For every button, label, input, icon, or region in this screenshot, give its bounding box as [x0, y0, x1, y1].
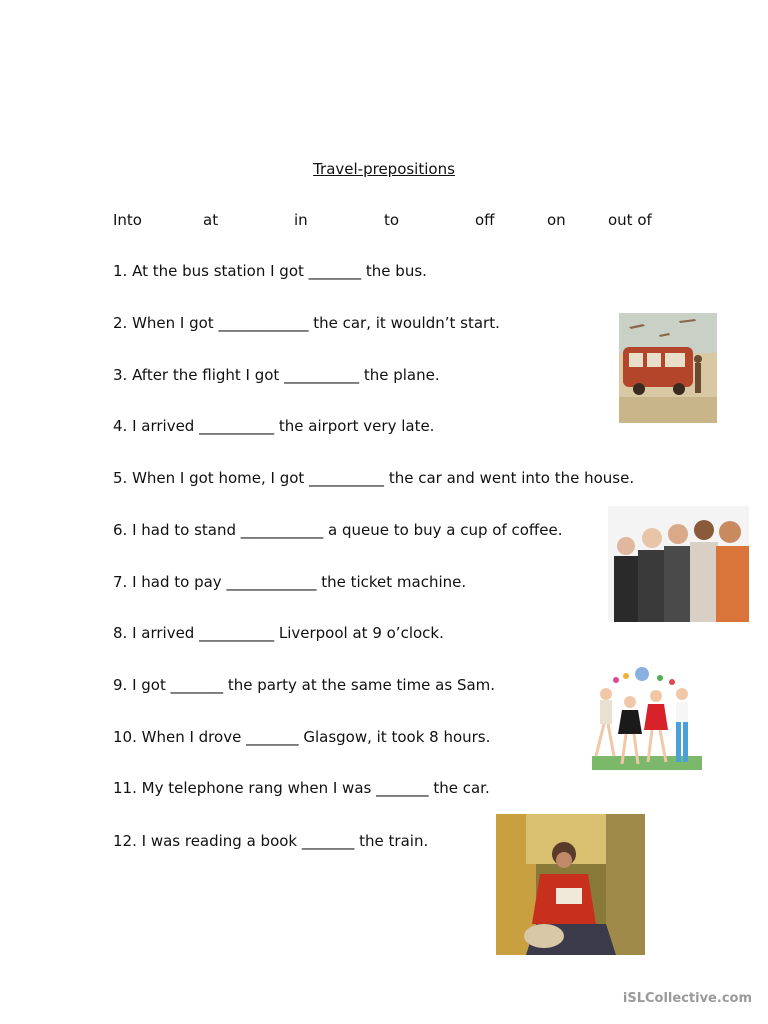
question-5: 5. When I got home, I got __________ the car and went into the house. — [113, 469, 635, 487]
word-bank-item: on — [547, 211, 566, 229]
word-bank-item: Into — [113, 211, 142, 229]
word-bank-item: off — [475, 211, 495, 229]
party-dancers-image — [576, 664, 702, 786]
word-bank-item: out of — [608, 211, 652, 229]
question-9: 9. I got _______ the party at the same time as Sam. — [113, 676, 496, 694]
word-bank-item: to — [384, 211, 400, 229]
word-bank-item: in — [294, 211, 308, 229]
bus-illustration-image — [619, 313, 717, 423]
question-11: 11. My telephone rang when I was _______ the car. — [113, 779, 490, 797]
question-8: 8. I arrived __________ Liverpool at 9 o’clock. — [113, 624, 444, 642]
question-7: 7. I had to pay ____________ the ticket machine. — [113, 573, 467, 591]
question-1: 1. At the bus station I got _______ the bus. — [113, 262, 427, 280]
question-3: 3. After the flight I got __________ the plane. — [113, 366, 440, 384]
question-10: 10. When I drove _______ Glasgow, it took 8 hours. — [113, 728, 491, 746]
footer-watermark: iSLCollective.com — [622, 991, 752, 1006]
queue-of-people-image — [608, 506, 749, 622]
question-4: 4. I arrived __________ the airport very late. — [113, 417, 435, 435]
question-6: 6. I had to stand ___________ a queue to buy a cup of coffee. — [113, 521, 563, 539]
woman-reading-on-train-image — [496, 814, 645, 955]
question-2: 2. When I got ____________ the car, it wouldn’t start. — [113, 314, 500, 332]
word-bank-item: at — [203, 211, 219, 229]
question-12: 12. I was reading a book _______ the train. — [113, 832, 429, 850]
worksheet-title: Travel-prepositions — [313, 160, 455, 178]
